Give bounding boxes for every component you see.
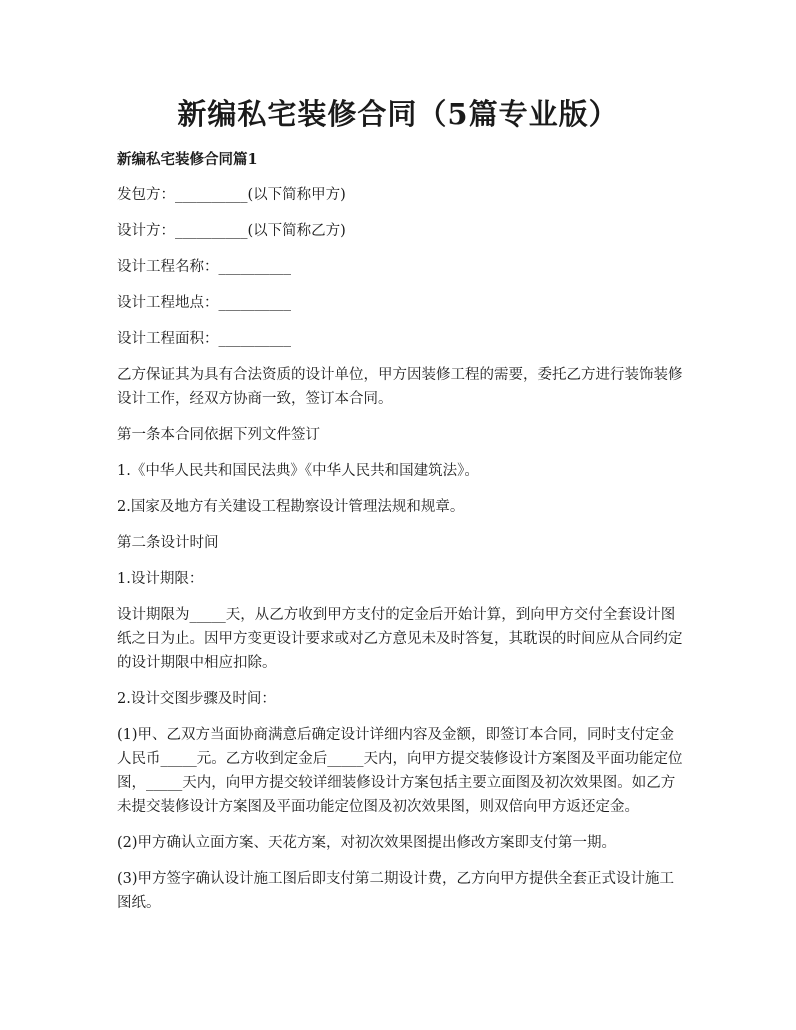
document-title: 新编私宅装修合同（5篇专业版） (177, 97, 619, 131)
field-project-location: 设计工程地点：__________ (117, 295, 291, 311)
document-body (117, 148, 685, 927)
design-period-paragraph: 设计期限为_____天，从乙方收到甲方支付的定金后开始计算，到向甲方交付全套设计图纸之日为止。因甲方变更设计要求或对乙方意见未及时答复，其耽误的时间应从合同约定的设计期限中相应扣除。 (117, 607, 683, 671)
field-project-name: 设计工程名称：__________ (117, 259, 291, 275)
article-2-heading: 第二条设计时间 (117, 535, 219, 551)
field-project-area: 设计工程面积：__________ (117, 331, 291, 347)
field-contractor: 发包方：__________(以下简称甲方) (117, 187, 346, 203)
step-2-paragraph: (2)甲方确认立面方案、天花方案，对初次效果图提出修改方案即支付第一期。 (117, 835, 617, 851)
step-1-paragraph: (1)甲、乙双方当面协商满意后确定设计详细内容及金额，即签订本合同，同时支付定金人民币_____元。乙方收到定金后_____天内，向甲方提交装修设计方案图及平面功能定位图，_____天内，向甲方提交较详细装修设计方案包括主要立面图及初次效果图。如乙方未提交装修设计方案图及平面功能定位图及初次效果图，则双倍向甲方返还定金。 (117, 727, 683, 815)
intro-paragraph: 乙方保证其为具有合法资质的设计单位，甲方因装修工程的需要，委托乙方进行装饰装修设计工作，经双方协商一致，签订本合同。 (117, 367, 683, 407)
article-2-item-2: 2.设计交图步骤及时间： (117, 691, 276, 707)
article-1-item-1: 1.《中华人民共和国民法典》《中华人民共和国建筑法》。 (117, 463, 479, 479)
section-heading: 新编私宅装修合同篇1 (117, 151, 258, 168)
field-designer: 设计方：__________(以下简称乙方) (117, 223, 346, 239)
article-2-item-1: 1.设计期限： (117, 571, 204, 587)
article-1-heading: 第一条本合同依据下列文件签订 (117, 427, 320, 443)
article-1-item-2: 2.国家及地方有关建设工程勘察设计管理法规和规章。 (117, 499, 465, 515)
step-3-paragraph: (3)甲方签字确认设计施工图后即支付第二期设计费，乙方向甲方提供全套正式设计施工图纸。 (117, 871, 675, 911)
